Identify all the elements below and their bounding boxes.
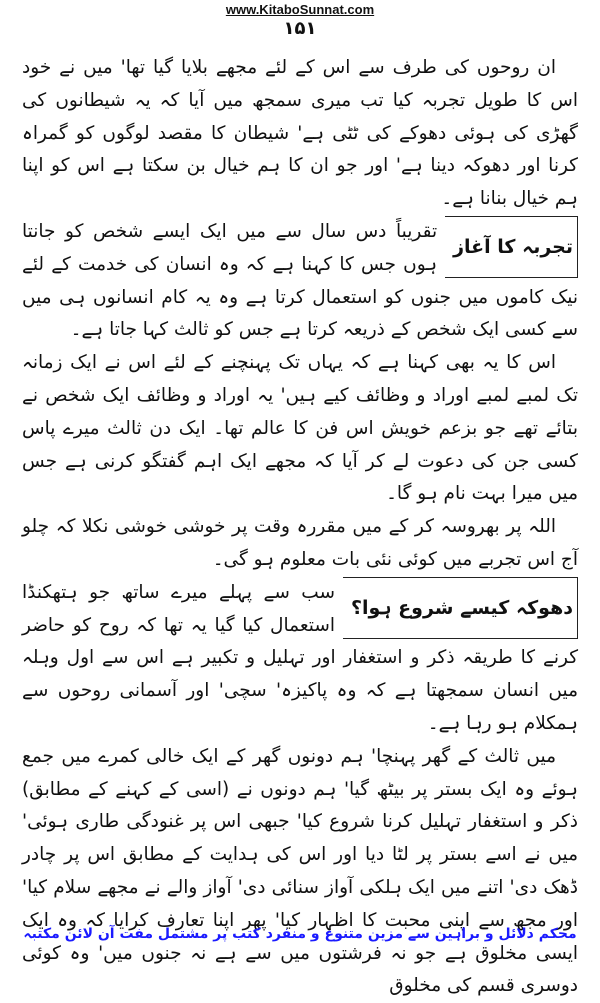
page-body xyxy=(22,52,578,1003)
paragraph-5: سب سے پہلے میرے ساتھ جو ہتھکنڈا استعمال کیا گیا یہ تھا کہ روح کو حاضر کرنے کا طریقہ ذکر و استغفار اور تہلیل و تکبیر ہے اس سے اول وہلہ میں انسان سمجھتا ہے کہ وہ پاکیزہ' سچی' اور آسمانی روحوں سے ہمکلام ہو رہا ہے۔ xyxy=(22,581,578,734)
section-heading-how-deception-began: دھوکہ کیسے شروع ہوا؟ xyxy=(343,577,578,639)
paragraph-3: اس کا یہ بھی کہنا ہے کہ یہاں تک پہنچنے کے لئے اس نے ایک زمانہ تک لمبے لمبے اوراد و وظائف کیے ہیں' یہ اوراد و وظائف ایک شخص نے بتائے تھے جو بزعم خویش اس فن کا عالم تھا۔ ایک دن ثالث میرے پاس کسی جن کی دعوت لے کر آیا کہ مجھے ایک اہم گفتگو کرنی ہے جس میں میرا بہت نام ہو گا۔ xyxy=(22,352,578,505)
section-heading-experiment-start: تجربہ کا آغاز xyxy=(445,216,578,278)
site-footer-tagline[interactable]: محکم دلائل و براہین سے مزین متنوع و منفرد کتب پر مشتمل مفت آن لائن مکتبہ xyxy=(23,926,577,942)
section-experiment-start xyxy=(22,216,578,347)
paragraph-1: ان روحوں کی طرف سے اس کے لئے مجھے بلایا گیا تھا' میں نے خود اس کا طویل تجربہ کیا تب میری سمجھ میں آیا کہ یہ شیطانوں کی گھڑی کی ہوئی دھوکے کی ٹٹی ہے' شیطان کا مقصد لوگوں کو گمراہ کرنا اور دھوکہ دینا ہے' اور جو ان کا ہم خیال بن سکتا ہے اس کو اپنا ہم خیال بنانا ہے۔ xyxy=(22,57,578,210)
paragraph-6: میں ثالث کے گھر پہنچا' ہم دونوں گھر کے ایک خالی کمرے میں جمع ہوئے وہ ایک بستر پر بیٹھ گیا' ہم دونوں نے (اسی کے کہنے کے مطابق) ذکر و استغفار تہلیل کرنا شروع کیا' جبھی اس پر غنودگی طاری ہوئی' میں نے اسے بستر پر لٹا دیا اور اس کی ہدایت کے مطابق اس پر چادر ڈھک دی' اتنے میں ایک ہلکی آواز سنائی دی' آواز والے نے مجھے سلام کیا' اور مجھ سے اپنی محبت کا اظہار کیا' پھر اپنا تعارف کرایا کہ وہ ایک ایسی مخلوق ہے جو نہ فرشتوں میں سے ہے نہ جنوں میں' وہ کوئی دوسری قسم کی مخلوق xyxy=(22,745,578,997)
paragraph-2: تقریباً دس سال سے میں ایک ایسے شخص کو جانتا ہوں جس کا کہنا ہے کہ وہ انسان کی خدمت کے لئے نیک کاموں میں جنوں کو استعمال کرتا ہے وہ یہ کام انسانوں ہی میں سے کسی ایک شخص کے ذریعہ کرتا ہے جس کو ثالث کہا جاتا ہے۔ xyxy=(22,220,578,341)
paragraph-4: اللہ پر بھروسہ کر کے میں مقررہ وقت پر خوشی خوشی نکلا کہ چلو آج اس تجربے میں کوئی نئی بات معلوم ہو گی۔ xyxy=(22,516,578,570)
section-how-deception-began xyxy=(22,577,578,741)
site-url-header[interactable]: www.KitaboSunnat.com xyxy=(225,2,375,17)
page-number: ۱۵۱ xyxy=(283,18,317,39)
